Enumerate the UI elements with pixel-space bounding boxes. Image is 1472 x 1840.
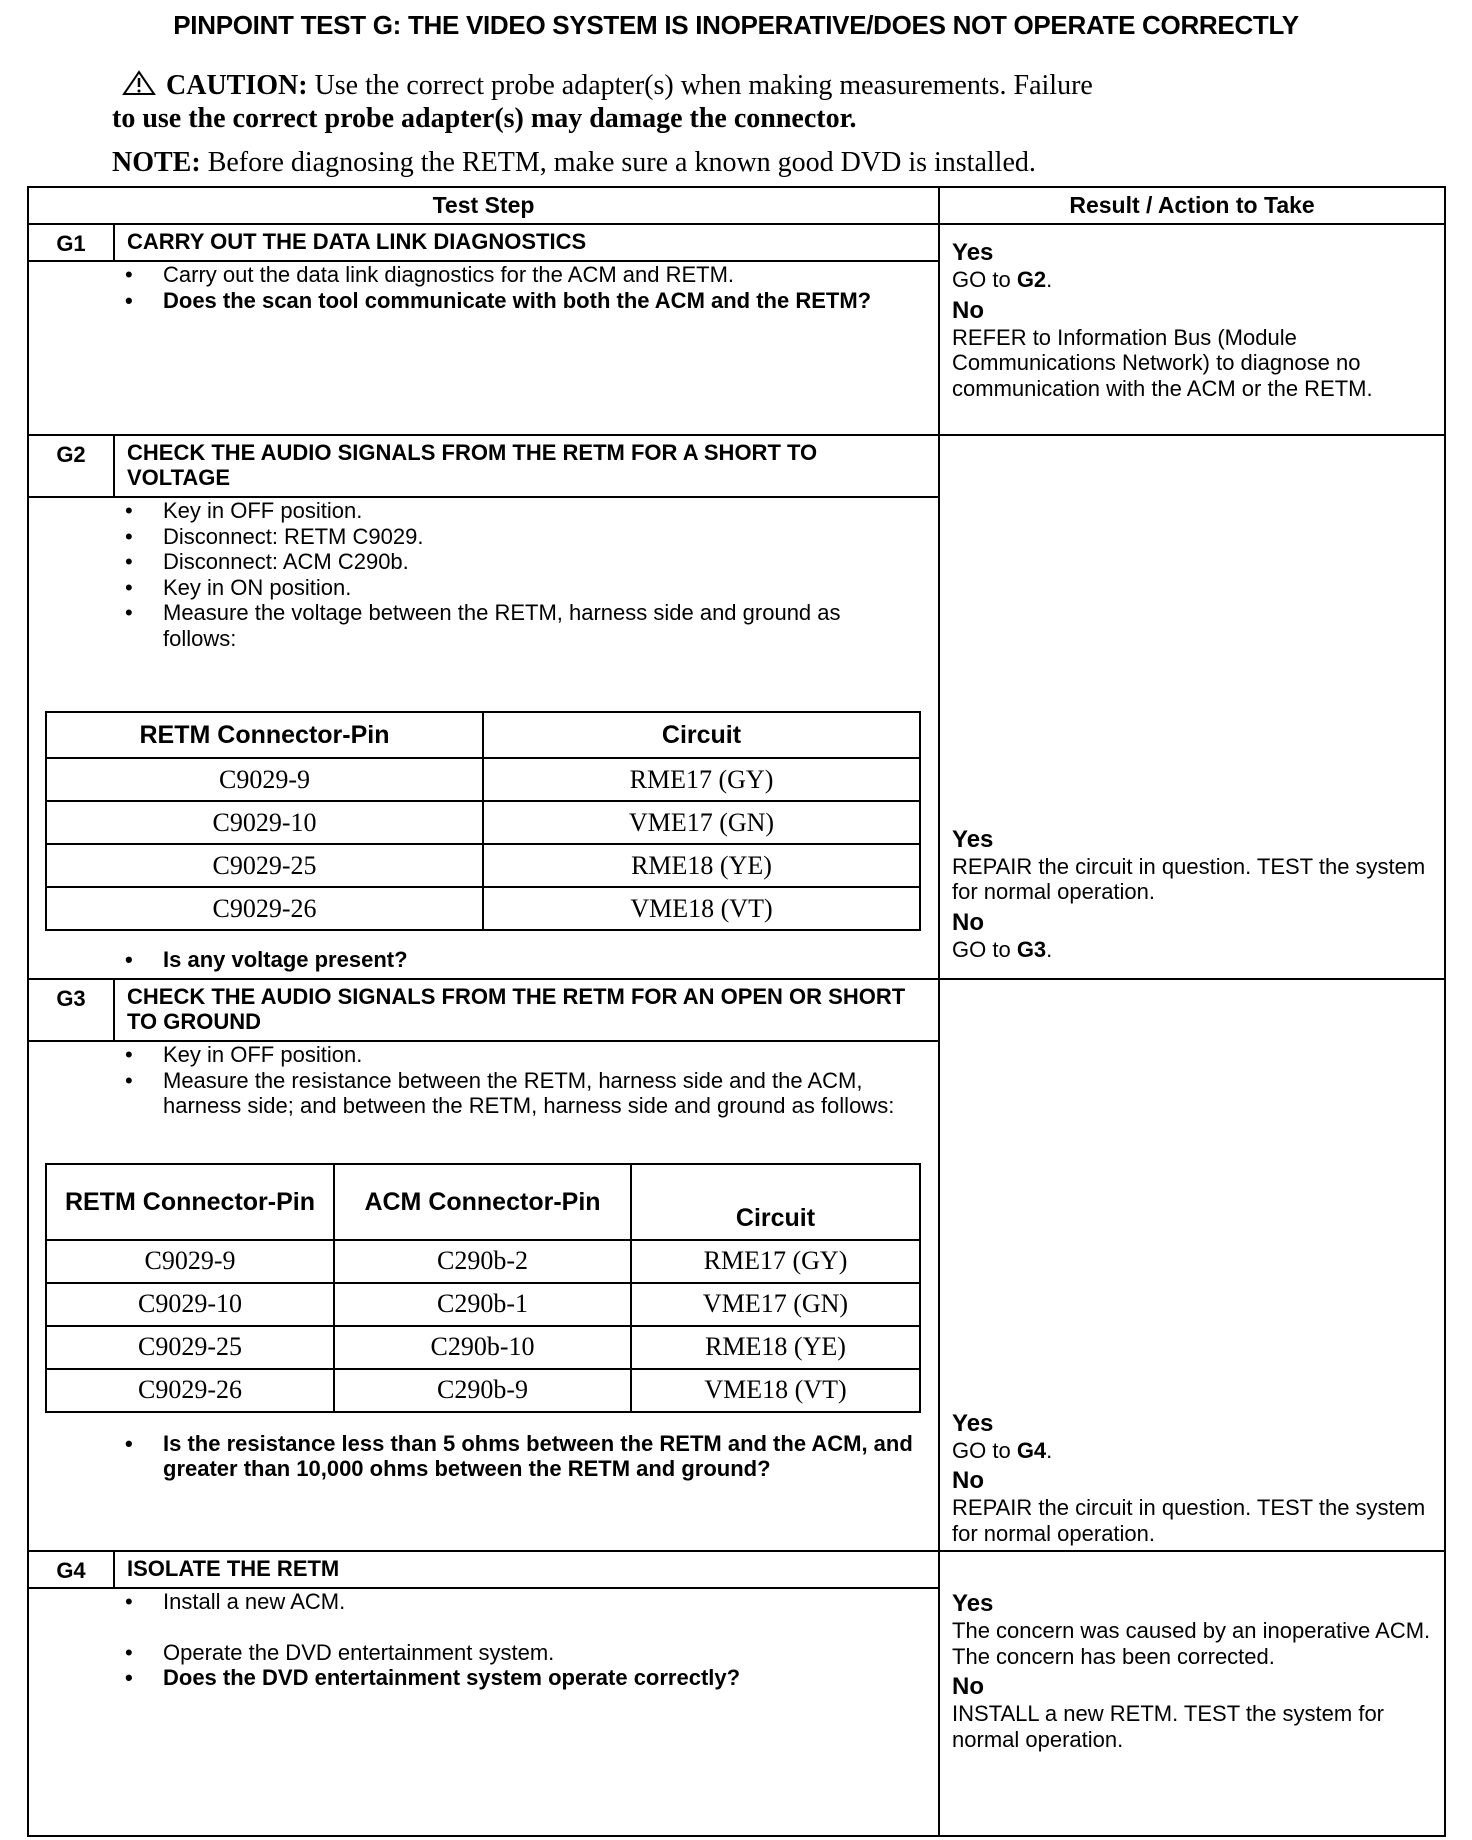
yes-label: Yes [952,825,994,853]
page-title: PINPOINT TEST G: THE VIDEO SYSTEM IS INOPERATIVE/DOES NOT OPERATE CORRECTLY [173,10,1299,40]
step-body [28,261,939,435]
no-action: REPAIR the circuit in question. TEST the system for normal operation. [952,1495,1426,1546]
yes-action: GO to G4. [952,1437,1053,1463]
step-title: CHECK THE AUDIO SIGNALS FROM THE RETM FOR AN OPEN OR SHORT TO GROUND [114,979,939,1041]
header-result: Result / Action to Take [939,187,1445,224]
circuit: VME17 (GN) [483,801,920,844]
yes-action: The concern was caused by an inoperative ACM. The concern has been corrected. [952,1618,1431,1669]
retm-pin: C9029-26 [46,1369,334,1412]
result-cell [939,1551,1445,1836]
no-label: No [952,1673,985,1700]
col-header: Circuit [631,1164,920,1240]
table-row [46,1283,920,1326]
table-row [46,887,920,930]
step-body [28,1041,939,1551]
question: • Does the DVD entertainment system operate correctly? [29,1665,938,1691]
table-row [46,844,920,887]
acm-pin: C290b-9 [334,1369,631,1412]
question: • Is the resistance less than 5 ohms between the RETM and the ACM, and greater than 10,000 ohms between the RETM and ground? [29,1431,938,1482]
warning-triangle-icon [122,70,156,96]
bullet: • Carry out the data link diagnostics for the ACM and RETM. [29,262,938,288]
step-body [28,1588,939,1836]
circuit: RME17 (GY) [631,1240,920,1283]
retm-pin: C9029-9 [46,1240,334,1283]
bullet: • Measure the resistance between the RETM, harness side and the ACM, harness side; and between the RETM, harness side and ground as follows: [29,1068,938,1119]
acm-pin: C290b-10 [334,1326,631,1369]
retm-pin: C9029-10 [46,1283,334,1326]
acm-pin: C290b-1 [334,1283,631,1326]
step-number: G1 [28,224,114,261]
no-action: REFER to Information Bus (Module Communications Network) to diagnose no communication with the ACM or the RETM. [952,324,1373,401]
step-title: CARRY OUT THE DATA LINK DIAGNOSTICS [114,224,939,261]
no-action: GO to G3. [952,936,1053,962]
pin: C9029-25 [46,844,483,887]
bullet: • Measure the voltage between the RETM, harness side and ground as follows: [29,600,938,651]
voltage-table [45,711,921,931]
pin: C9029-26 [46,887,483,930]
step-body [28,497,939,979]
col-header: RETM Connector-Pin [46,712,483,758]
note-label: NOTE: [112,147,201,178]
circuit: VME18 (VT) [483,887,920,930]
result-cell [939,979,1445,1551]
bullet: • Disconnect: ACM C290b. [29,549,938,575]
step-number: G3 [28,979,114,1041]
bullet: • Operate the DVD entertainment system. [29,1640,938,1666]
table-row [46,758,920,801]
note-text: Before diagnosing the RETM, make sure a known good DVD is installed. [200,147,1036,178]
table-row [46,1240,920,1283]
header-row [28,187,1445,224]
step-number: G2 [28,435,114,497]
resistance-table [45,1163,921,1413]
bullet: • Install a new ACM. [29,1589,938,1615]
question: • Does the scan tool communicate with both the ACM and the RETM? [29,288,938,314]
result-cell [939,224,1445,435]
table-row [46,1326,920,1369]
circuit: RME18 (YE) [483,844,920,887]
bullet: • Key in OFF position. [29,1042,938,1068]
no-label: No [952,908,985,936]
no-label: No [952,1467,985,1494]
step-number: G4 [28,1551,114,1588]
pin: C9029-10 [46,801,483,844]
bullet: • Key in OFF position. [29,498,938,524]
circuit: RME18 (YE) [631,1326,920,1369]
pin: C9029-9 [46,758,483,801]
yes-label: Yes [952,1590,994,1617]
yes-label: Yes [952,239,994,266]
circuit: RME17 (GY) [483,758,920,801]
col-header: RETM Connector-Pin [46,1164,334,1240]
table-row [46,801,920,844]
acm-pin: C290b-2 [334,1240,631,1283]
yes-label: Yes [952,1409,994,1437]
yes-action: REPAIR the circuit in question. TEST the system for normal operation. [952,853,1426,904]
col-header: Circuit [483,712,920,758]
result-cell [939,435,1445,979]
circuit: VME17 (GN) [631,1283,920,1326]
caution-line-1 [122,70,1093,102]
note [112,147,1036,179]
step-title: CHECK THE AUDIO SIGNALS FROM THE RETM FOR A SHORT TO VOLTAGE [114,435,939,497]
no-label: No [952,296,985,324]
table-row [46,1369,920,1412]
caution-text: Use the correct probe adapter(s) when making measurements. Failure [307,70,1093,101]
col-header: ACM Connector-Pin [334,1164,631,1240]
yes-action: GO to G2. [952,267,1053,292]
no-action: INSTALL a new RETM. TEST the system for normal operation. [952,1701,1385,1752]
retm-pin: C9029-25 [46,1326,334,1369]
header-test-step: Test Step [28,187,939,224]
caution-line-2: to use the correct probe adapter(s) may damage the connector. [112,103,857,134]
pinpoint-test-table [27,186,1446,1837]
bullet: • Disconnect: RETM C9029. [29,524,938,550]
question: • Is any voltage present? [29,947,938,973]
step-title: ISOLATE THE RETM [114,1551,939,1588]
circuit: VME18 (VT) [631,1369,920,1412]
caution-label: CAUTION: [166,70,308,101]
bullet: • Key in ON position. [29,575,938,601]
